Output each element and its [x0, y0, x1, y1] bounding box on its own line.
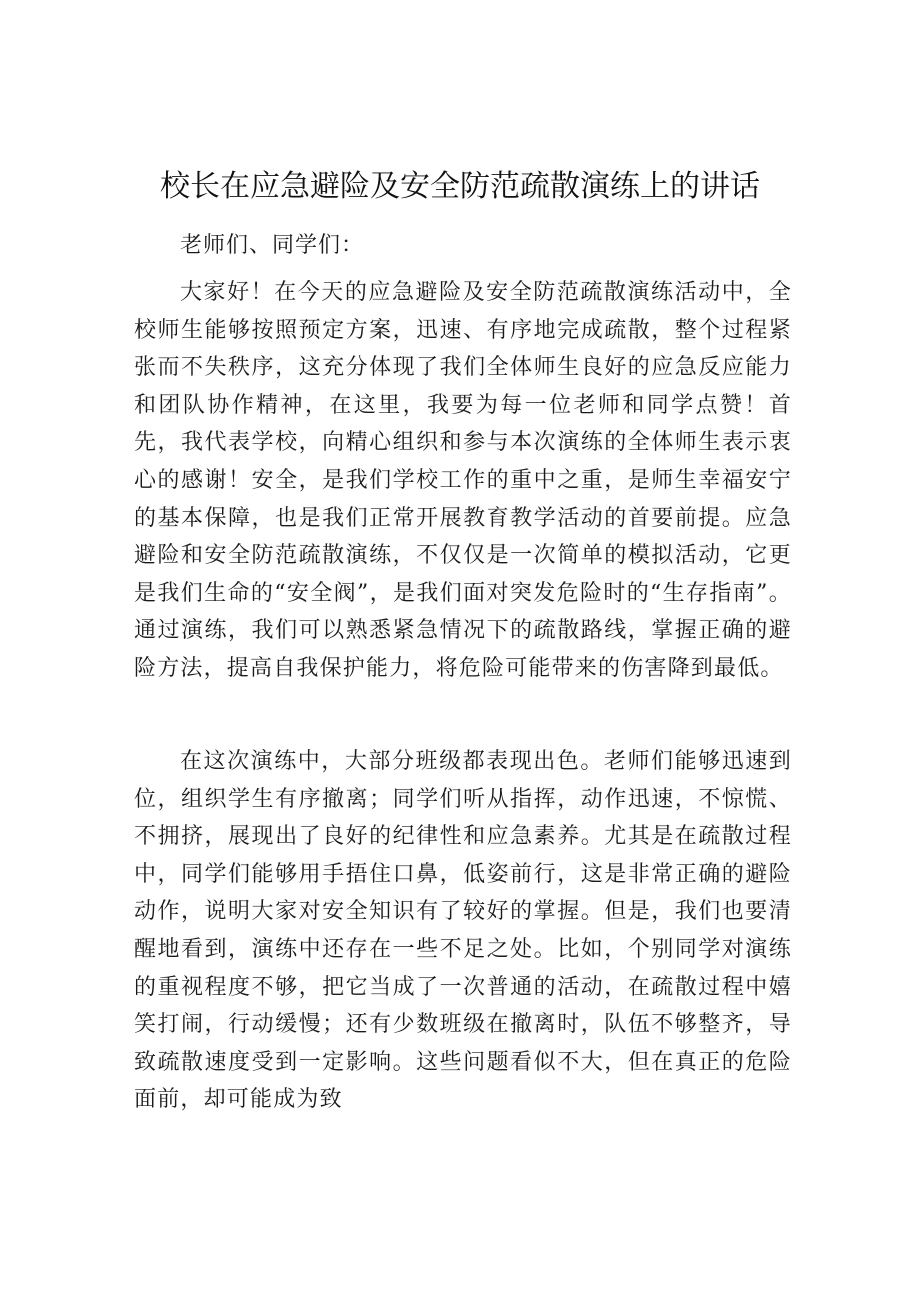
paragraph: 大家好！在今天的应急避险及安全防范疏散演练活动中，全校师生能够按照预定方案，迅速、有序地完成疏散，整个过程紧张而不失秩序，这充分体现了我们全体师生良好的应急反应能力和团队协作精神，在这里，我要为每一位老师和同学点赞！首先，我代表学校，向精心组织和参与本次演练的全体师生表示衷心的感谢！安全，是我们学校工作的重中之重，是师生幸福安宁的基本保障，也是我们正常开展教育教学活动的首要前提。应急避险和安全防范疏散演练，不仅仅是一次简单的模拟活动，它更是我们生命的“安全阀”，是我们面对突发危险时的“生存指南”。通过演练，我们可以熟悉紧急情况下的疏散路线，掌握正确的避险方法，提高自我保护能力，将危险可能带来的伤害降到最低。: [134, 280, 792, 681]
document-title: 校长在应急避险及安全防范疏散演练上的讲话: [160, 169, 760, 204]
paragraph: 在这次演练中，大部分班级都表现出色。老师们能够迅速到位，组织学生有序撤离；同学们听从指挥，动作迅速，不惊慌、不拥挤，展现出了良好的纪律性和应急素养。尤其是在疏散过程中，同学们能够用手捂住口鼻，低姿前行，这是非常正确的避险动作，说明大家对安全知识有了较好的掌握。但是，我们也要清醒地看到，演练中还存在一些不足之处。比如，个别同学对演练的重视程度不够，把它当成了一次普通的活动，在疏散过程中嬉笑打闹，行动缓慢；还有少数班级在撤离时，队伍不够整齐，导致疏散速度受到一定影响。这些问题看似不大，但在真正的危险面前，却可能成为致: [134, 749, 792, 1113]
salutation: 老师们、同学们：: [180, 233, 365, 258]
